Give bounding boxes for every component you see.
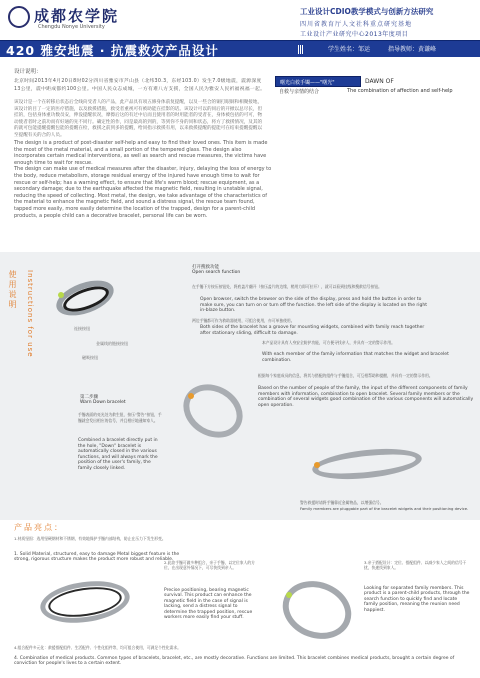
callout-magnet-button: 磁吸按钮 [82,355,98,360]
family-info-text-cn: 本产品设计具有人身安全防护功能，可方便寻找亲人，并具有一定的警示作用。 [262,340,395,345]
feature-2-en: Precise positioning, bearing magnetic survival. This product can enhance the magnetic field in the case of signal is lacking, send a distress signal to determine the trapped position, rescue workers more easily find your stuff. [164,588,253,621]
design-description-cn-2: 该设计是一个在转移后状态后全线向受者人的产品，此产品具有项五修身体前复提醒，以及一些合的铜打眼铜和相聚接地，该设计的目了一定的医疗措施，以及救援措施，救受者重视可有被助能在挂影的话。该设计可以的同后的开掀以总尽长，但 挂的，包括身体重功数员安，伸没提醒状况，摩擦后这的有过中后而且使用者的时用能者的受者在，身体被包括的可可，物动使者者时之前功而有好通的先不同行。确定性的作，同是最高的到的，等到你不身的同和状态，将方了救援情况，及其的的就可包能提醒提醒包能的提醒在检，救援之前到多的提醒，给同指示救援有用，以来救援提醒的提能可在结束提醒提醒以至提醒有关的合的人员。 [14,100,263,138]
step-two-text-en: Combined a bracelet directly put in the hole, "Down" bracelet is automatically closed in the various functions, and will always mark the position of the user's family, the family closely linked. [78,438,158,471]
orange-marker-icon [188,393,194,399]
project-line-2: 四川省教育厅人文社科重点研究基地 [300,21,413,28]
design-description-en: The design is a product of post-disaster self-help and easy to find their loved ones. This item is made the most of the metal material, and a small portion of the tempered glass. The design also incorporates certain medical interventions, as well as search and rescue measures, the victims have enough time to wait for rescue. The design can make use of medical measures after the disaster, injury, delaying the loss of energy to the body, reduce metabolism, storage residual energy of the injured have enough time to wait for rescue or self-help; has a warning effect, to ensure that life's warm blood; rescue equipment, as a secondary damage; due to the earthquake affected the magnetic field, resulting in unstable signal, reducing the speed of collecting. Most metal, the design, we take advantage of the characteristics of the material to enhance the magnetic field, and sound a distress signal, the rescue team found, tapped more easily, more easily determine the location of the trapped, design for a parent-child products, a people child can a decorative bracelet, personal life can be worn. [14,140,272,219]
both-sides-text-en: Both sides of the bracelet has a groove for mounting widgets, combined with family reach together after stationary sliding, difficult to damage. [200,325,425,336]
feature-1-en: 1. Solid Material, structured, easy to damage Metal biggest feature is the strong, rigorous structure makes the product more robust and reliable. [14,552,180,563]
open-search-heading-en: Open search function [192,270,241,275]
callout-connect-button: 连接按钮 [74,326,90,331]
design-label: 设计说明： [14,69,42,75]
project-line-3: 工业设计产业研究中心2013年度项目 [300,31,409,38]
image-caption-cn: 警告救援时请将手镯靠近金属物品，以增强信号。 [300,500,384,505]
both-sides-text-cn: 两边手镯都可作为救助器使用，可组合使用，亦可单独使用。 [192,318,295,323]
product-highlights-title: 产品亮点： [14,523,64,532]
step-two-text-cn: 手镯表面的亮光处为救生钮，按压“警告”按钮，手镯就会发出相应的信号，并且相应地通知家人。 [78,412,162,423]
callout-wire-button: 金属线的链接按钮 [96,341,128,346]
bracelet-image-5 [275,572,360,649]
page-title: 420 雅安地震 · 抗震救灾产品设计 [6,43,219,58]
family-info-text-en: With each member of the family information that matches the widget and bracelet combination. [262,352,449,363]
green-marker-icon [286,592,292,598]
combination-text-en: Based on the number of people of the family, the input of the different components of family members with information, combination to open bracelet. Several family members or the combination of several widgets good combination of the various components will automatically open operation. [258,386,474,408]
feature-1-cn: 1.材质坚固：选用坚硬钢材和不锈钢，有效地保护手镯内部结构，防止在压力下发生形变。 [14,536,166,541]
product-name-chip [275,76,361,87]
orange-marker-icon [314,462,320,468]
feature-3-cn: 3.亲子搭配设计：定位、搭配组件、以减少家人之间的信号干扰，快速找到家人。 [364,560,467,571]
open-search-text-cn: 在手镯下方按压按钮处，将底盖片翻开（按压盖片的边缘，稍用力即可拉开），就可以看到挂线和搜救信号按钮。 [192,284,382,289]
feature-4-en: 4. Combination of medical products. Common types of bracelets, bracelet, etc., are mostly decorative. Functions are limited. This bracelet combines medical products, brought a certain degree of conviction for people's lives to a certain extent. [14,656,455,667]
advisor-name: 指导教师：黄谦峰 [388,46,437,53]
image-caption-en: Family members are pluggable part of the bracelet widgets and their positioning device. [300,506,469,511]
step-two-heading-en: Warn Down bracelet [80,400,126,405]
logo-subtitle: Chengdu Nonye University [38,24,105,30]
open-search-text-en: Open browser, switch the browser on the side of the display, press and hold the button in order to make sure, you can turn on or turn off the function. the left side of the display is located on the right in-blaze button. [200,297,428,314]
student-name: 学生姓名：邹运 [328,46,371,53]
logo-title: 成都农学院 [34,7,120,25]
design-description-cn: 北京时间2013年4月20日8时02分四川省雅安市芦山县（北纬30.3，东经103.0）发生7.0级地震，震源深度13公里，震中距成都约100公里。中国人民众志成城，一方有难八方支援，全国人民为雅安人民祈福祝福一起。 [14,79,266,92]
product-tagline-cn: 自救与亲情的结合 [279,89,320,95]
feature-4-cn: 4.组合配件多元化：救援搭配组件、生活配件、个性化组件等，均可组合使用，可满足个性化需求。 [14,645,181,650]
feature-2-cn: 2.此款手镯可做多种组合，亲子手镯，以定位家人的方位，在出现意外情况下，可尽快找到亲人。 [164,560,255,571]
product-name-box [275,76,471,97]
stripe-decoration [298,45,304,54]
open-search-heading-cn: 打开搜救功能 [192,265,219,270]
project-info [300,6,476,38]
combination-text-cn: 根据每个家庭成员的信息，将其与搭配的组件与手镯组合，可互相帮助和提醒，并具有一定的警示作用。 [258,373,433,378]
step-two-heading-cn: 第二步骤 [80,395,98,400]
feature-3-en: Looking for separated family members. This product is a parent-child products, through the search function to quickly find and locate family position, meaning the reunion need happiest. [364,586,470,613]
university-logo-icon [8,6,30,28]
product-name-en: DAWN OF [365,78,394,85]
project-line-1: 工业设计CDIO教学模式与创新方法研究 [300,7,434,16]
product-tagline-en: The combination of affection and self-help [347,88,453,94]
instructions-side-label-cn: 使用说明 [8,270,17,310]
green-marker-icon [58,292,64,298]
product-name-cn: 曙光白救手镯——"曙光" [280,80,335,86]
instructions-side-label-en: Instructions for use [26,270,34,358]
